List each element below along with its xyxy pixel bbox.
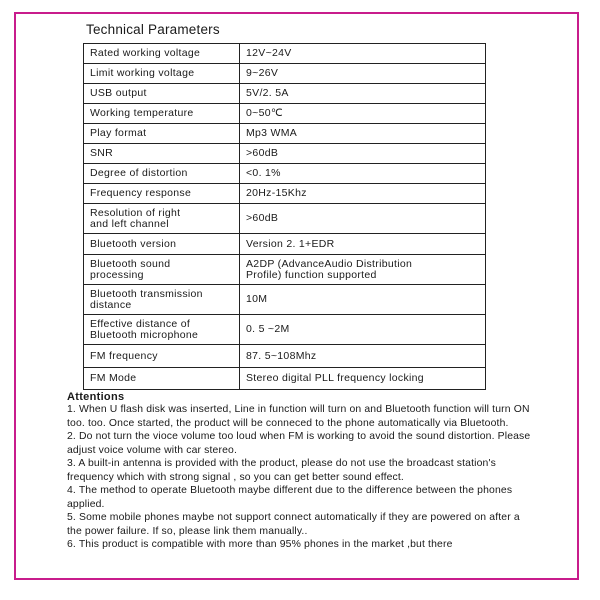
- param-label: Working temperature: [84, 104, 240, 124]
- param-value: 87. 5~108Mhz: [240, 345, 486, 368]
- param-row: [84, 64, 486, 84]
- param-row: [84, 44, 486, 64]
- attention-item: 3. A built-in antenna is provided with the product, please do not use the broadcast station's frequency which with strong signal , so you can get better sound effect.: [67, 458, 496, 483]
- param-value: >60dB: [240, 144, 486, 164]
- param-value: Mp3 WMA: [240, 124, 486, 144]
- param-label: Frequency response: [84, 184, 240, 204]
- attention-item: 4. The method to operate Bluetooth maybe different due to the difference between the phones applied.: [67, 485, 513, 510]
- param-row: [84, 124, 486, 144]
- param-label: USB output: [84, 84, 240, 104]
- param-row: [84, 84, 486, 104]
- param-label: Rated working voltage: [84, 44, 240, 64]
- attention-item: 2. Do not turn the vioce volume too loud when FM is working to avoid the sound distortion. Please adjust voice volume with car stereo.: [67, 431, 531, 456]
- param-value: 12V~24V: [240, 44, 486, 64]
- param-label: Limit working voltage: [84, 64, 240, 84]
- param-row: [84, 104, 486, 124]
- attention-item: 6. This product is compatible with more than 95% phones in the market ,but there: [67, 539, 453, 550]
- param-label: FM Mode: [84, 368, 240, 390]
- param-row: [84, 285, 486, 315]
- param-label: Play format: [84, 124, 240, 144]
- param-label: Bluetooth transmission distance: [84, 285, 240, 315]
- param-value: <0. 1%: [240, 164, 486, 184]
- param-label: Bluetooth sound processing: [84, 255, 240, 285]
- param-value: 10M: [240, 285, 486, 315]
- section-title: Technical Parameters: [86, 22, 220, 37]
- param-value: 5V/2. 5A: [240, 84, 486, 104]
- param-row: [84, 315, 486, 345]
- param-value: Version 2. 1+EDR: [240, 234, 486, 255]
- param-row: [84, 255, 486, 285]
- param-value: 0. 5 ~2M: [240, 315, 486, 345]
- param-value: 20Hz-15Khz: [240, 184, 486, 204]
- param-row: [84, 345, 486, 368]
- param-row: [84, 184, 486, 204]
- param-value: 9~26V: [240, 64, 486, 84]
- parameters-table: [83, 43, 486, 390]
- param-label: Bluetooth version: [84, 234, 240, 255]
- param-value: Stereo digital PLL frequency locking: [240, 368, 486, 390]
- attention-item: 1. When U flash disk was inserted, Line in function will turn on and Bluetooth function will turn ON too. too. Once started, the product will be conneced to the phone automatically via Bluetooth.: [67, 404, 530, 429]
- attention-item: 5. Some mobile phones maybe not support connect automatically if they are powered on after a the power failure. If so, please link them manually..: [67, 512, 520, 537]
- param-label: SNR: [84, 144, 240, 164]
- attentions-list: [67, 403, 537, 552]
- param-value: >60dB: [240, 204, 486, 234]
- param-value: A2DP (AdvanceAudio Distribution Profile) function supported: [240, 255, 486, 285]
- param-row: [84, 144, 486, 164]
- param-row: [84, 164, 486, 184]
- param-label: Degree of distortion: [84, 164, 240, 184]
- param-label: Effective distance of Bluetooth microphone: [84, 315, 240, 345]
- param-row: [84, 204, 486, 234]
- attentions-heading: Attentions: [67, 391, 125, 403]
- param-label: Resolution of right and left channel: [84, 204, 240, 234]
- param-row: [84, 368, 486, 390]
- param-value: 0~50℃: [240, 104, 486, 124]
- param-label: FM frequency: [84, 345, 240, 368]
- param-row: [84, 234, 486, 255]
